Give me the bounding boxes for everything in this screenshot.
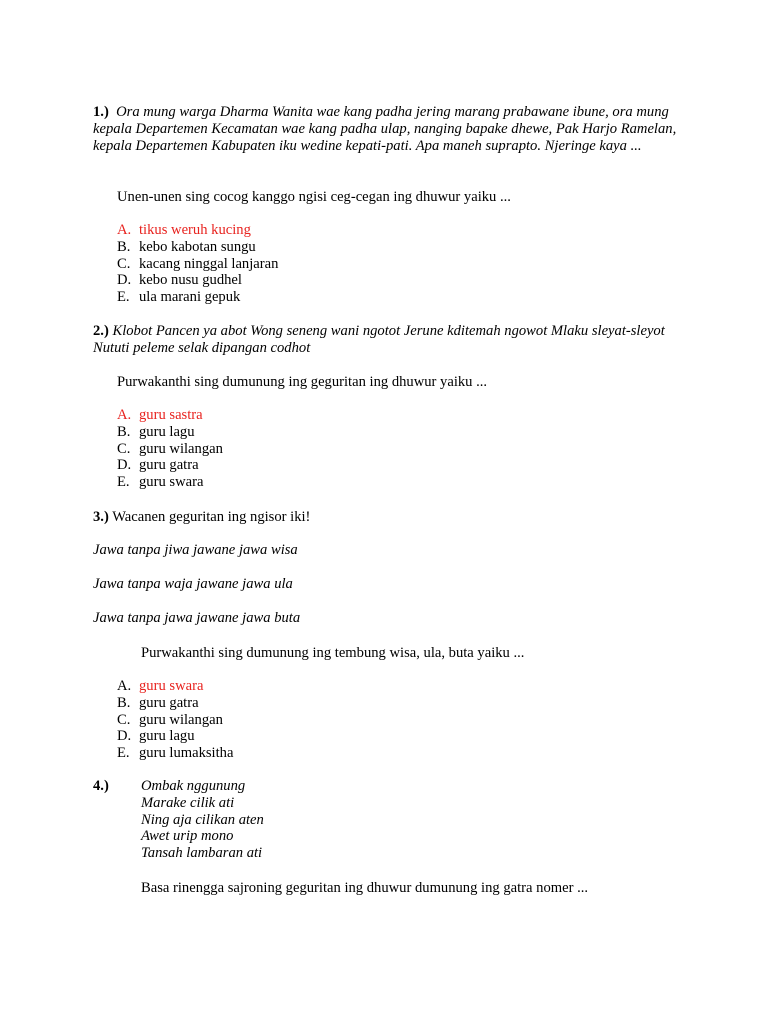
option-text: guru lagu xyxy=(139,423,195,440)
option-c[interactable] xyxy=(117,256,278,273)
question-text: Ora mung warga Dharma Wanita wae kang padha jering marang prabawane ibune, ora mung kepala Departemen Kecamatan wae kang padha ulap, nanging bapake dhewe, Pak Harjo Ramelan, kepala Departemen Kabupaten iku wedine kepati-pati. Apa maneh suprapto. Njeringe kaya ... xyxy=(93,104,677,154)
verse-line: Jawa tanpa jawa jawane jawa buta xyxy=(93,610,301,626)
question-prompt: Basa rinengga sajroning geguritan ing dhuwur dumunung ing gatra nomer ... xyxy=(141,880,589,896)
option-c[interactable] xyxy=(117,441,223,458)
option-text: guru wilangan xyxy=(139,711,223,728)
question-2 xyxy=(93,323,685,357)
option-a[interactable] xyxy=(117,407,223,424)
option-text: guru wilangan xyxy=(139,440,223,457)
question-number: 4.) xyxy=(93,778,109,794)
question-number: 2.) xyxy=(93,323,109,339)
option-letter: C. xyxy=(117,711,131,728)
option-text: kebo nusu gudhel xyxy=(139,272,242,289)
option-letter: D. xyxy=(117,272,132,289)
question-1 xyxy=(93,104,685,154)
option-letter: B. xyxy=(117,238,131,255)
option-e[interactable] xyxy=(117,745,233,762)
option-letter: C. xyxy=(117,440,131,457)
option-text: kebo kabotan sungu xyxy=(139,238,256,255)
question-4 xyxy=(93,778,133,795)
option-text: guru swara xyxy=(139,678,204,694)
option-text: guru lagu xyxy=(139,728,195,745)
option-b[interactable] xyxy=(117,424,223,441)
poem-line: Tansah lambaran ati xyxy=(141,845,263,862)
option-text: guru gatra xyxy=(139,694,199,711)
question-number: 1.) xyxy=(93,104,109,120)
option-text: guru gatra xyxy=(139,457,199,474)
option-text: guru sastra xyxy=(139,407,203,423)
question-3 xyxy=(93,509,685,526)
option-letter: A. xyxy=(117,678,132,694)
poem-line: Ning aja cilikan aten xyxy=(141,811,264,828)
poem-line: Marake cilik ati xyxy=(141,794,235,811)
option-d[interactable] xyxy=(117,272,278,289)
option-b[interactable] xyxy=(117,239,278,256)
option-letter: A. xyxy=(117,222,132,238)
option-a[interactable] xyxy=(117,222,278,239)
option-e[interactable] xyxy=(117,289,278,306)
option-c[interactable] xyxy=(117,712,233,729)
option-letter: E. xyxy=(117,474,130,491)
option-letter: D. xyxy=(117,457,132,474)
option-letter: E. xyxy=(117,289,130,306)
option-text: tikus weruh kucing xyxy=(139,222,251,238)
option-letter: D. xyxy=(117,728,132,745)
question-prompt: Unen-unen sing cocog kanggo ngisi ceg-cegan ing dhuwur yaiku ... xyxy=(117,189,511,205)
option-text: guru swara xyxy=(139,474,204,491)
question-number: 3.) xyxy=(93,509,109,525)
option-letter: B. xyxy=(117,694,131,711)
poem xyxy=(141,778,264,862)
option-letter: E. xyxy=(117,745,130,762)
options-list xyxy=(117,678,233,762)
option-d[interactable] xyxy=(117,728,233,745)
option-letter: C. xyxy=(117,255,131,272)
option-b[interactable] xyxy=(117,695,233,712)
option-a[interactable] xyxy=(117,678,233,695)
option-letter: A. xyxy=(117,407,132,423)
poem-line: Awet urip mono xyxy=(141,828,234,845)
option-text: ula marani gepuk xyxy=(139,289,241,306)
verse-line: Jawa tanpa waja jawane jawa ula xyxy=(93,576,293,592)
option-text: guru lumaksitha xyxy=(139,745,234,762)
option-e[interactable] xyxy=(117,474,223,491)
option-d[interactable] xyxy=(117,457,223,474)
question-text: Klobot Pancen ya abot Wong seneng wani ngotot Jerune kditemah ngowot Mlaku sleyat-sleyot Nututi peleme selak dipangan codhot xyxy=(93,323,665,356)
poem-line: Ombak nggunung xyxy=(141,778,246,794)
option-letter: B. xyxy=(117,423,131,440)
options-list xyxy=(117,222,278,306)
question-text: Wacanen geguritan ing ngisor iki! xyxy=(112,509,311,525)
option-text: kacang ninggal lanjaran xyxy=(139,255,279,272)
verse-line: Jawa tanpa jiwa jawane jawa wisa xyxy=(93,542,298,558)
question-prompt: Purwakanthi sing dumunung ing geguritan ing dhuwur yaiku ... xyxy=(117,374,488,390)
options-list xyxy=(117,407,223,491)
question-prompt: Purwakanthi sing dumunung ing tembung wisa, ula, buta yaiku ... xyxy=(141,645,525,661)
